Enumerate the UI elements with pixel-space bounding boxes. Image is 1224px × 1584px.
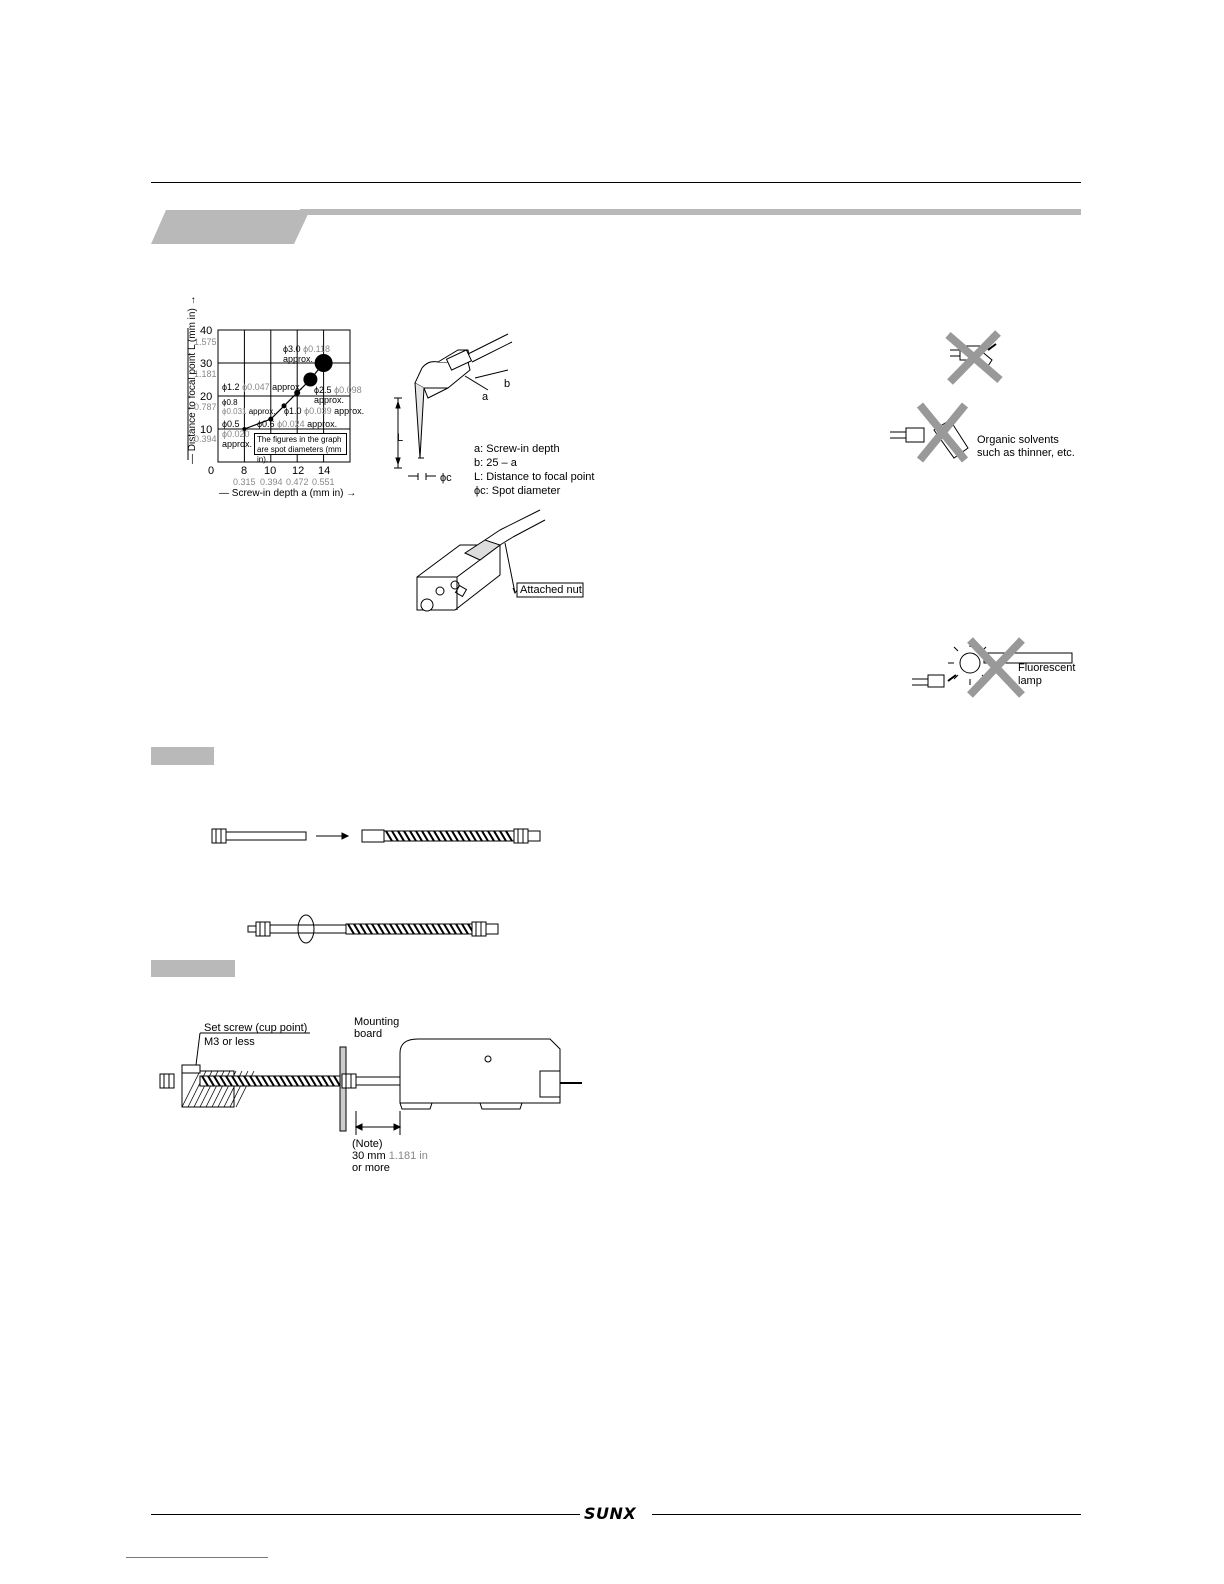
chart-ytick-40: 40 (200, 325, 213, 337)
spiral1-sleeve (362, 830, 384, 842)
focal-legend-1: b: 25 – a (474, 457, 517, 469)
caution-lamp-line2: lamp (1018, 675, 1042, 687)
caution-solvent-line2: such as thinner, etc. (977, 447, 1075, 459)
caution-lamp-line1: Fluorescent (1018, 662, 1076, 674)
chart-ytick-in-20: 0.787 (194, 402, 217, 412)
chart-ytick-10: 10 (200, 424, 213, 436)
spiral1-tube (384, 831, 514, 841)
footer-rule-right (652, 1514, 1081, 1515)
chart-xtick-in-10: 0.394 (260, 477, 283, 487)
spiral1-left-nut (212, 829, 226, 843)
chart-xtick-10: 10 (264, 465, 277, 477)
chart-annotation-1-0: ϕ1.0 ϕ0.039 approx. (284, 406, 365, 416)
chart-ytick-20: 20 (200, 391, 213, 403)
focal-legend-3: ϕc: Spot diameter (474, 485, 561, 497)
section-title-bar (0, 200, 1224, 260)
chart-xtick-14: 14 (318, 465, 331, 477)
chart-annotation-2-5: ϕ2.5 ϕ0.098 approx. (314, 385, 362, 405)
chart-xtick-in-12: 0.472 (286, 477, 309, 487)
chart-xtick-in-8: 0.315 (233, 477, 256, 487)
spiral2-fiber (270, 925, 346, 933)
spiral1-arrow-head (342, 833, 348, 839)
footer-link-underline (126, 1557, 268, 1558)
chart-annotation-0-6: ϕ0.6 ϕ0.024 approx. (257, 419, 338, 429)
mount-amplifier-feet (400, 1103, 522, 1109)
subheading-block-2 (151, 960, 235, 977)
chart-xtick-in-14: 0.551 (312, 477, 335, 487)
chart-plot-area (0, 0, 400, 200)
mount-or-more-label: or more (352, 1162, 390, 1174)
chart-ytick-in-10: 0.394 (194, 434, 217, 444)
attached-nut-diagram (405, 505, 585, 635)
mount-connector (540, 1071, 560, 1097)
spiral1-fiber (226, 832, 306, 840)
chart-ylabel: — Distance to focal point L (mm in) → (187, 295, 198, 464)
spiral1-right-nut (514, 829, 528, 843)
focal-label-L: L (397, 432, 404, 444)
mount-set-screw-label: Set screw (cup point) (204, 1022, 308, 1034)
focal-legend-2: L: Distance to focal point (474, 471, 595, 483)
chart-annotation-0-5: ϕ0.5 ϕ0.020 approx. (222, 419, 253, 449)
chart-ytick-30: 30 (200, 358, 213, 370)
chart-ytick-in-40: 1.575 (194, 337, 217, 347)
mount-board-label-1: Mounting (354, 1016, 400, 1028)
spiral2-tube (346, 924, 474, 934)
chart-ytick-in-30: 1.181 (194, 369, 217, 379)
mount-distance-label: 30 mm 1.181 in (352, 1150, 428, 1162)
spiral-tube-installed-diagram (248, 910, 508, 950)
sunx-logo: SUNX (584, 1504, 637, 1523)
mount-board (340, 1047, 346, 1131)
nut-label: Attached nut (520, 584, 582, 596)
mount-board-nut (342, 1074, 356, 1088)
mount-m3-label: M3 or less (204, 1036, 255, 1048)
spiral2-left-nut (256, 922, 270, 936)
caution-impact-icon (940, 330, 1010, 385)
spiral2-end-cap (486, 924, 498, 934)
focal-label-c: ϕc (440, 472, 452, 484)
chart-note-box: The figures in the graph are spot diameters (mm in). (254, 433, 347, 455)
chart-annotation-1-2: ϕ1.2 ϕ0.047 approx. (222, 382, 303, 392)
footer-rule-left (151, 1514, 580, 1515)
spiral-tube-assembly-diagram (208, 822, 548, 852)
mount-amplifier-body (400, 1039, 560, 1103)
subheading-block-1 (151, 747, 214, 765)
chart-xtick-8: 8 (241, 465, 248, 477)
spiral2-right-nut (472, 922, 486, 936)
mount-left-nut (160, 1074, 174, 1088)
mount-set-screw-leader-2 (196, 1033, 200, 1065)
mount-set-screw (182, 1065, 200, 1073)
focal-label-b: b (504, 378, 511, 390)
mount-spiral-tube (200, 1076, 340, 1086)
mount-note-label: (Note) (352, 1138, 383, 1150)
focal-label-a: a (482, 391, 489, 403)
spiral1-end-cap (528, 831, 540, 841)
chart-xtick-12: 12 (292, 465, 305, 477)
chart-xlabel: — Screw-in depth a (mm in) → (219, 488, 357, 499)
caution-solvent-icon (890, 400, 980, 470)
spiral2-tip (248, 926, 256, 932)
chart-annotation-0-8: ϕ0.8 ϕ0.031 approx. (222, 398, 276, 416)
mount-board-label-2: board (354, 1028, 383, 1040)
caution-solvent-line1: Organic solvents (977, 434, 1059, 446)
focal-legend-0: a: Screw-in depth (474, 443, 560, 455)
chart-annotation-3-0: ϕ3.0 ϕ0.118 approx. (283, 344, 330, 364)
chart-xtick-0: 0 (208, 465, 215, 477)
